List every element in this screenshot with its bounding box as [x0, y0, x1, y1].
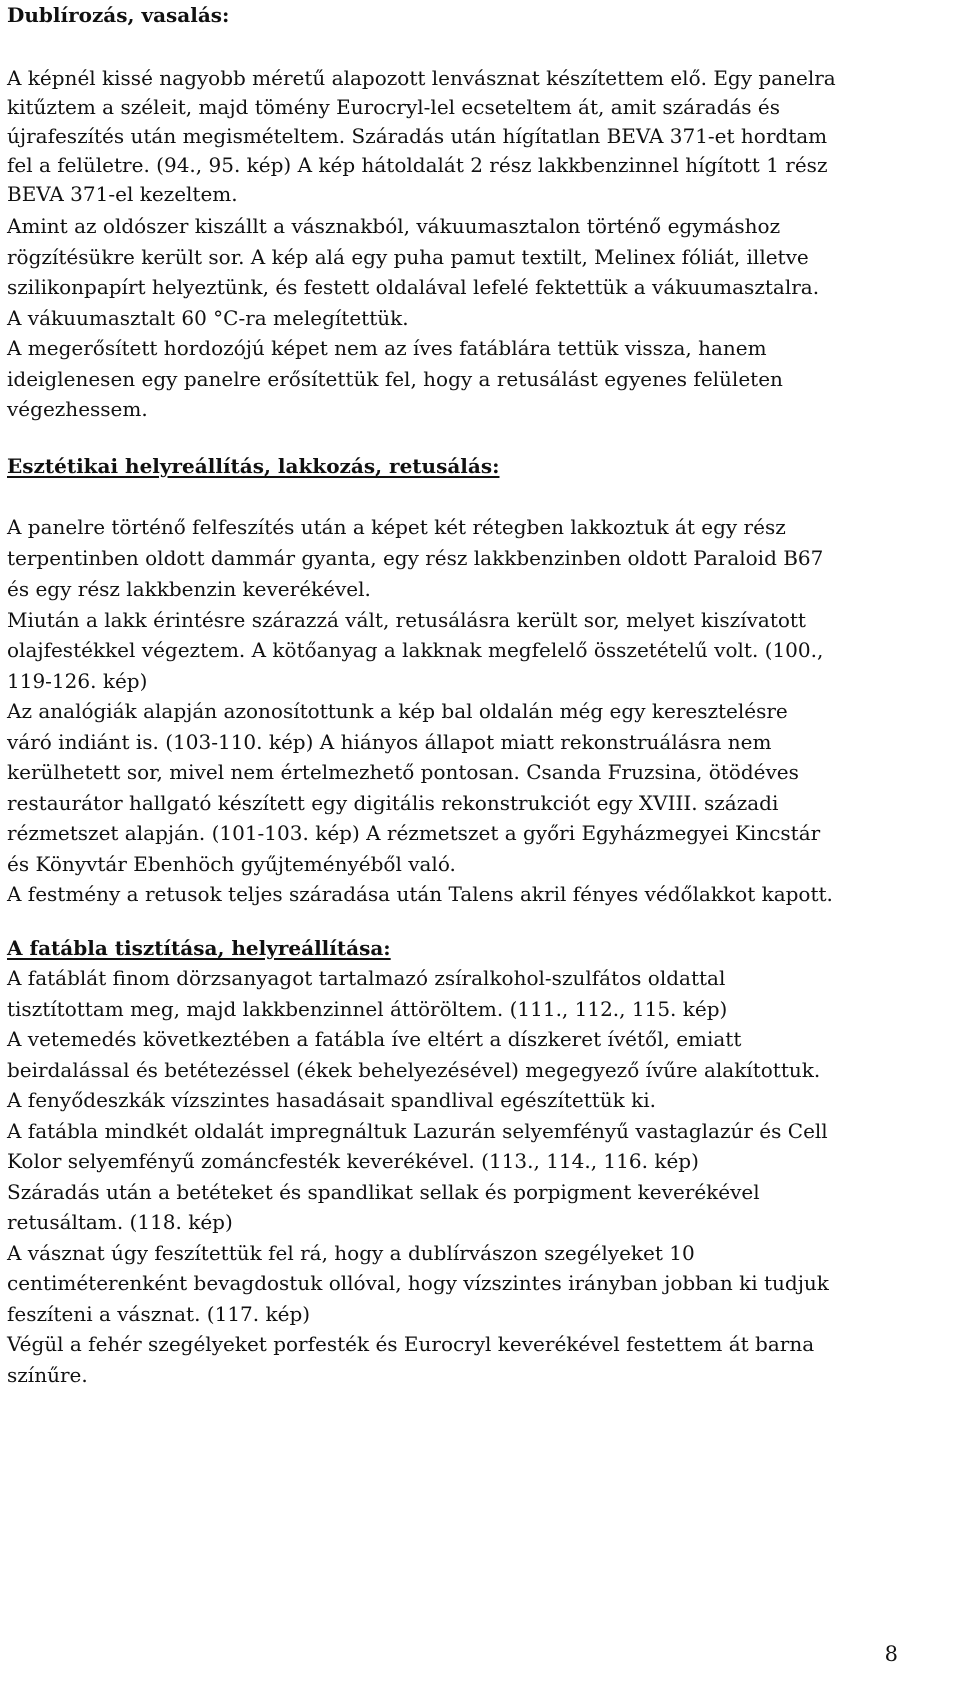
- paragraph-line: A fenyődeszkák vízszintes hasadásait spandlival egészítettük ki.: [7, 1088, 657, 1112]
- paragraph-line: ideiglenesen egy panelre erősítettük fel, hogy a retusálást egyenes felületen: [7, 367, 783, 391]
- paragraph-line: A festmény a retusok teljes száradása után Talens akril fényes védőlakkot kapott.: [7, 882, 833, 906]
- paragraph-line: A képnél kissé nagyobb méretű alapozott lenvásznat készítettem elő. Egy panelra: [7, 66, 836, 90]
- paragraph-line: restaurátor hallgató készített egy digitális rekonstrukciót egy XVIII. századi: [7, 791, 779, 815]
- paragraph-line: Kolor selyemfényű zománcfesték keverékével. (113., 114., 116. kép): [7, 1149, 699, 1173]
- section-heading-esztetikai: Esztétikai helyreállítás, lakkozás, retusálás:: [7, 454, 500, 478]
- paragraph-line: Végül a fehér szegélyeket porfesték és Eurocryl keverékével festettem át barna: [7, 1332, 815, 1356]
- page-number: 8: [884, 1642, 898, 1666]
- paragraph-line: kerülhetett sor, mivel nem értelmezhető pontosan. Csanda Fruzsina, ötödéves: [7, 760, 799, 784]
- paragraph-line: BEVA 371-el kezeltem.: [7, 182, 238, 206]
- paragraph-line: beirdalással és betétezéssel (ékek behelyezésével) megegyező ívűre alakítottuk.: [7, 1058, 821, 1082]
- paragraph-line: rögzítésükre került sor. A kép alá egy puha pamut textilt, Melinex fóliát, illetve: [7, 245, 809, 269]
- paragraph-line: A fatábla mindkét oldalát impregnáltuk Lazurán selyemfényű vastaglazúr és Cell: [7, 1119, 828, 1143]
- paragraph-line: kitűztem a széleit, majd tömény Eurocryl-lel ecseteltem át, amit száradás és: [7, 95, 781, 119]
- paragraph-line: rézmetszet alapján. (101-103. kép) A rézmetszet a győri Egyházmegyei Kincstár: [7, 821, 821, 845]
- paragraph-line: váró indiánt is. (103-110. kép) A hiányos állapot miatt rekonstruálásra nem: [7, 730, 772, 754]
- paragraph-line: szilikonpapírt helyeztünk, és festett oldalával lefelé fektettük a vákuumasztalra.: [7, 275, 820, 299]
- section-heading-dublirozas: Dublírozás, vasalás:: [7, 3, 230, 27]
- paragraph-line: A megerősített hordozójú képet nem az íves fatáblára tettük vissza, hanem: [7, 336, 767, 360]
- paragraph-line: színűre.: [7, 1363, 88, 1387]
- paragraph-line: terpentinben oldott dammár gyanta, egy rész lakkbenzinben oldott Paraloid B67: [7, 546, 824, 570]
- paragraph-line: Miután a lakk érintésre szárazzá vált, retusálásra került sor, melyet kiszívatott: [7, 608, 806, 632]
- paragraph-line: Az analógiák alapján azonosítottunk a kép bal oldalán még egy keresztelésre: [7, 699, 788, 723]
- paragraph-line: és egy rész lakkbenzin keverékével.: [7, 577, 371, 601]
- paragraph-line: 119-126. kép): [7, 669, 148, 693]
- paragraph-line: tisztítottam meg, majd lakkbenzinnel áttöröltem. (111., 112., 115. kép): [7, 997, 728, 1021]
- paragraph-line: Száradás után a betéteket és spandlikat sellak és porpigment keverékével: [7, 1180, 760, 1204]
- paragraph-line: Amint az oldószer kiszállt a vásznakból, vákuumasztalon történő egymáshoz: [7, 214, 781, 238]
- section-heading-fatabla: A fatábla tisztítása, helyreállítása:: [7, 936, 391, 960]
- paragraph-line: centiméterenként bevagdostuk ollóval, hogy vízszintes irányban jobban ki tudjuk: [7, 1271, 829, 1295]
- paragraph-line: újrafeszítés után megismételtem. Száradás után hígítatlan BEVA 371-et hordtam: [7, 124, 828, 148]
- paragraph-line: olajfestékkel végeztem. A kötőanyag a lakknak megfelelő összetételű volt. (100.,: [7, 638, 824, 662]
- paragraph-line: retusáltam. (118. kép): [7, 1210, 233, 1234]
- paragraph-line: A vásznat úgy feszítettük fel rá, hogy a dublírvászon szegélyeket 10: [7, 1241, 695, 1265]
- paragraph-line: feszíteni a vásznat. (117. kép): [7, 1302, 311, 1326]
- paragraph-line: A vákuumasztalt 60 °C-ra melegítettük.: [7, 306, 409, 330]
- paragraph-line: és Könyvtár Ebenhöch gyűjteményéből való.: [7, 852, 456, 876]
- paragraph-line: A vetemedés következtében a fatábla íve eltért a díszkeret ívétől, emiatt: [7, 1027, 742, 1051]
- paragraph-line: végezhessem.: [7, 397, 148, 421]
- paragraph-line: A panelre történő felfeszítés után a képet két rétegben lakkoztuk át egy rész: [7, 515, 786, 539]
- paragraph-line: A fatáblát finom dörzsanyagot tartalmazó zsíralkohol-szulfátos oldattal: [7, 966, 726, 990]
- paragraph-line: fel a felületre. (94., 95. kép) A kép hátoldalát 2 rész lakkbenzinnel hígított 1 rész: [7, 153, 828, 177]
